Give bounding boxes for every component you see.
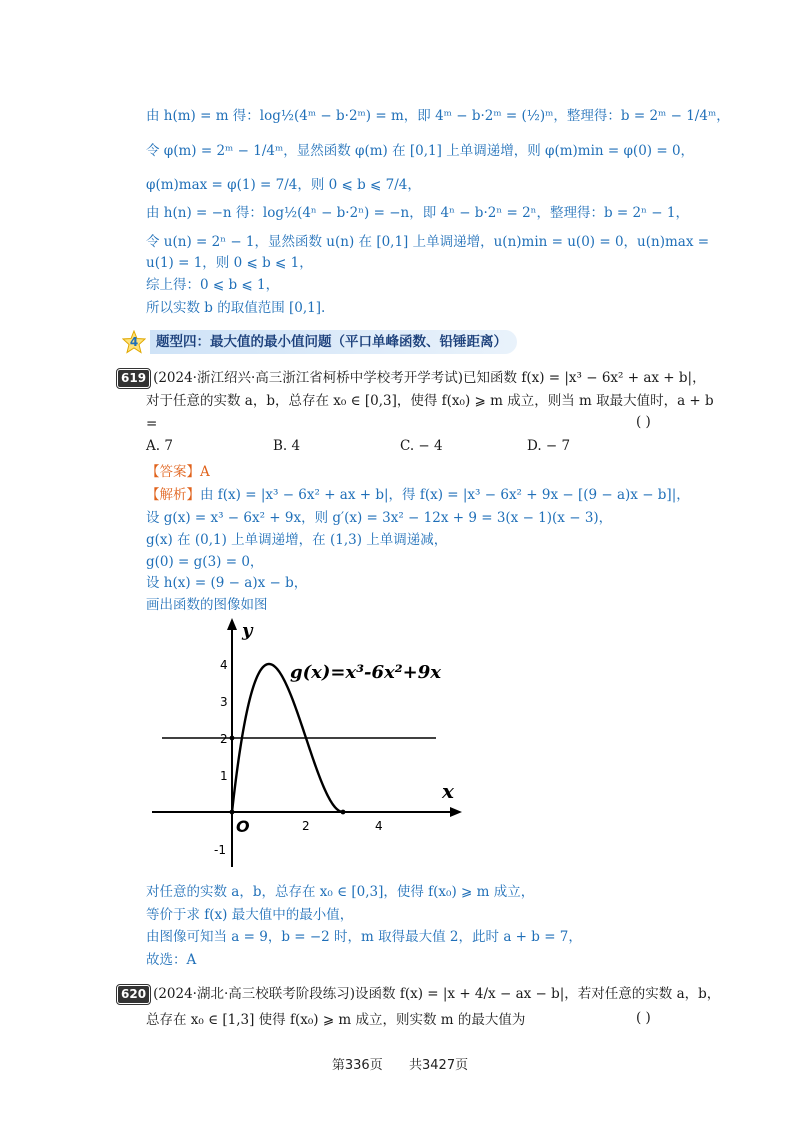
question-text: (2024·浙江绍兴·高三浙江省柯桥中学校考开学考试)已知函数 f(x) = |x³ − 6x² + ax + b|，: [153, 370, 706, 386]
question-619-line2: 对于任意的实数 a，b，总存在 x₀ ∈ [0,3]，使得 f(x₀) ⩾ m 成立，则当 m 取最大值时，a + b: [146, 393, 714, 409]
question-620-line1: [118, 984, 720, 1004]
answer-parens: ( ): [636, 414, 651, 430]
option-a: A. 7: [146, 438, 173, 454]
analysis-text: 由 f(x) = |x³ − 6x² + ax + b|，得 f(x) = |x³ − 6x² + 9x − [(9 − a)x − b]|，: [200, 487, 690, 503]
solution-line: 综上得：0 ⩽ b ⩽ 1，: [146, 277, 280, 293]
solution-line: 所以实数 b 的取值范围 [0,1].: [146, 300, 326, 316]
origin-label: O: [236, 817, 250, 836]
option-b: B. 4: [273, 438, 301, 454]
option-c: C. − 4: [400, 438, 443, 454]
answer-label: 【答案】: [146, 464, 200, 480]
analysis-label: 【解析】: [146, 487, 200, 503]
analysis-line: g(0) = g(3) = 0，: [146, 554, 264, 570]
intersection-point: [230, 736, 235, 741]
question-text: (2024·湖北·高三校联考阶段练习)设函数 f(x) = |x + 4/x − ax − b|，若对任意的实数 a，b，: [153, 986, 721, 1002]
page-total: 共3427页: [409, 1058, 469, 1073]
solution-line: 令 φ(m) = 2ᵐ − 1/4ᵐ，显然函数 φ(m) 在 [0,1] 上单调递增，则 φ(m)min = φ(0) = 0，: [146, 143, 695, 159]
solution-line: u(1) = 1，则 0 ⩽ b ⩽ 1，: [146, 255, 313, 271]
question-620-line2: 总存在 x₀ ∈ [1,3] 使得 f(x₀) ⩾ m 成立，则实数 m 的最大值为: [146, 1012, 526, 1028]
function-graph: [148, 612, 468, 872]
y-tick-label: 2: [220, 732, 228, 746]
page-footer: [0, 1054, 800, 1073]
y-tick-label: 3: [220, 695, 228, 709]
page-number: 第336页: [331, 1058, 383, 1073]
analysis-line: g(x) 在 (0,1) 上单调递增，在 (1,3) 上单调递减，: [146, 532, 448, 548]
curve-point: [341, 810, 346, 815]
question-number: 620: [118, 986, 149, 1003]
y-tick-label: -1: [214, 843, 226, 857]
y-axis-arrow: [227, 618, 237, 630]
solution-line: φ(m)max = φ(1) = 7/4，则 0 ⩽ b ⩽ 7/4，: [146, 177, 421, 193]
conclusion-line: 对任意的实数 a，b，总存在 x₀ ∈ [0,3]，使得 f(x₀) ⩾ m 成立，: [146, 884, 535, 900]
answer-parens: ( ): [636, 1010, 651, 1026]
conclusion-line: 故选：A: [146, 952, 197, 968]
x-tick-label: 2: [302, 819, 310, 833]
analysis-line: 设 g(x) = x³ − 6x² + 9x，则 g′(x) = 3x² − 12x + 9 = 3(x − 1)(x − 3)，: [146, 510, 613, 526]
conclusion-line: 等价于求 f(x) 最大值中的最小值，: [146, 907, 354, 923]
analysis-line: [146, 485, 690, 505]
curve-point: [230, 810, 235, 815]
answer-line: [146, 462, 210, 482]
solution-line: 由 h(m) = m 得：log½(4ᵐ − b·2ᵐ) = m，即 4ᵐ − b·2ᵐ = (½)ᵐ，整理得：b = 2ᵐ − 1/4ᵐ，: [146, 108, 730, 124]
solution-line: 由 h(n) = −n 得：log½(4ⁿ − b·2ⁿ) = −n，即 4ⁿ − b·2ⁿ = 2ⁿ，整理得：b = 2ⁿ − 1，: [146, 205, 689, 221]
x-axis-label: x: [442, 779, 454, 803]
section-banner: [122, 329, 517, 355]
question-number: 619: [118, 370, 149, 387]
curve-label: g(x)=x³-6x²+9x: [290, 662, 441, 683]
y-tick-label: 1: [220, 769, 228, 783]
analysis-line: 设 h(x) = (9 − a)x − b，: [146, 575, 308, 591]
question-619-line1: [118, 368, 706, 388]
x-tick-label: 4: [375, 819, 383, 833]
answer-value: A: [200, 464, 210, 480]
conclusion-line: 由图像可知当 a = 9，b = −2 时，m 取得最大值 2，此时 a + b = 7，: [146, 929, 582, 945]
x-axis-arrow: [450, 807, 462, 817]
analysis-line: 画出函数的图像如图: [146, 597, 268, 613]
section-title: 题型四：最大值的最小值问题（平口单峰函数、铅锤距离）: [150, 330, 517, 354]
section-number: 4: [129, 335, 139, 349]
solution-line: 令 u(n) = 2ⁿ − 1，显然函数 u(n) 在 [0,1] 上单调递增，u(n)min = u(0) = 0，u(n)max =: [146, 234, 710, 250]
option-d: D. − 7: [527, 438, 571, 454]
y-tick-label: 4: [220, 658, 228, 672]
question-619-line3: =: [146, 416, 158, 432]
section-badge: [122, 330, 146, 354]
y-axis-label: y: [242, 620, 253, 641]
